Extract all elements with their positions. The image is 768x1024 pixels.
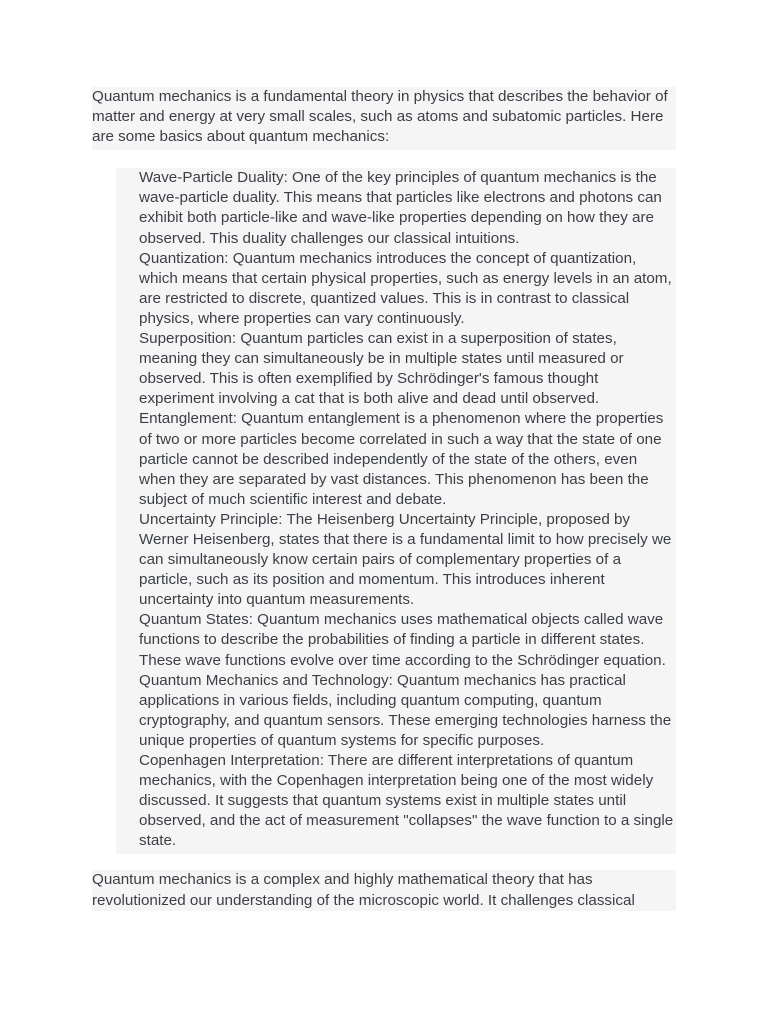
list-item: Quantum Mechanics and Technology: Quantum mechanics has practical applications in various fields, including quantum computing, quantum cryptography, and quantum sensors. These emerging technologies harness the unique properties of quantum systems for specific purposes.	[139, 671, 672, 749]
list-item: Superposition: Quantum particles can exist in a superposition of states, meaning they can simultaneously be in multiple states until measured or observed. This is often exemplified by Schrödinger's famous thought experiment involving a cat that is both alive and dead until observed.	[139, 330, 624, 408]
list-item: Quantum States: Quantum mechanics uses mathematical objects called wave functions to describe the probabilities of finding a particle in different states. These wave functions evolve over time according to the Schrödinger equation.	[139, 611, 666, 669]
principles-list-block	[116, 168, 676, 854]
intro-paragraph: Quantum mechanics is a fundamental theory in physics that describes the behavior of matter and energy at very small scales, such as atoms and subatomic particles. Here are some basics about quantum mechanics:	[92, 88, 668, 146]
outro-paragraph: Quantum mechanics is a complex and highly mathematical theory that has revolutionized our understanding of the microscopic world. It challenges classical	[92, 871, 635, 909]
list-item: Quantization: Quantum mechanics introduces the concept of quantization, which means that certain physical properties, such as energy levels in an atom, are restricted to discrete, quantized values. This is in contrast to classical physics, where properties can vary continuously.	[139, 249, 672, 327]
principles-list	[139, 168, 676, 854]
list-item: Copenhagen Interpretation: There are different interpretations of quantum mechanics, with the Copenhagen interpretation being one of the most widely discussed. It suggests that quantum systems exist in multiple states until observed, and the act of measurement "collapses" the wave function to a single state.	[139, 752, 674, 850]
list-item: Wave-Particle Duality: One of the key principles of quantum mechanics is the wave-particle duality. This means that particles like electrons and photons can exhibit both particle-like and wave-like properties depending on how they are observed. This duality challenges our classical intuitions.	[139, 169, 662, 247]
intro-paragraph-block	[92, 87, 676, 150]
outro-paragraph-block	[92, 870, 676, 910]
list-item: Entanglement: Quantum entanglement is a phenomenon where the properties of two or more particles become correlated in such a way that the state of one particle cannot be described independently of the state of the others, even when they are separated by vast distances. This phenomenon has been the subject of much scientific interest and debate.	[139, 410, 664, 508]
document-page	[92, 87, 676, 911]
list-item: Uncertainty Principle: The Heisenberg Uncertainty Principle, proposed by Werner Heisenberg, states that there is a fundamental limit to how precisely we can simultaneously know certain pairs of complementary properties of a particle, such as its position and momentum. This introduces inherent uncertainty into quantum measurements.	[139, 510, 672, 609]
